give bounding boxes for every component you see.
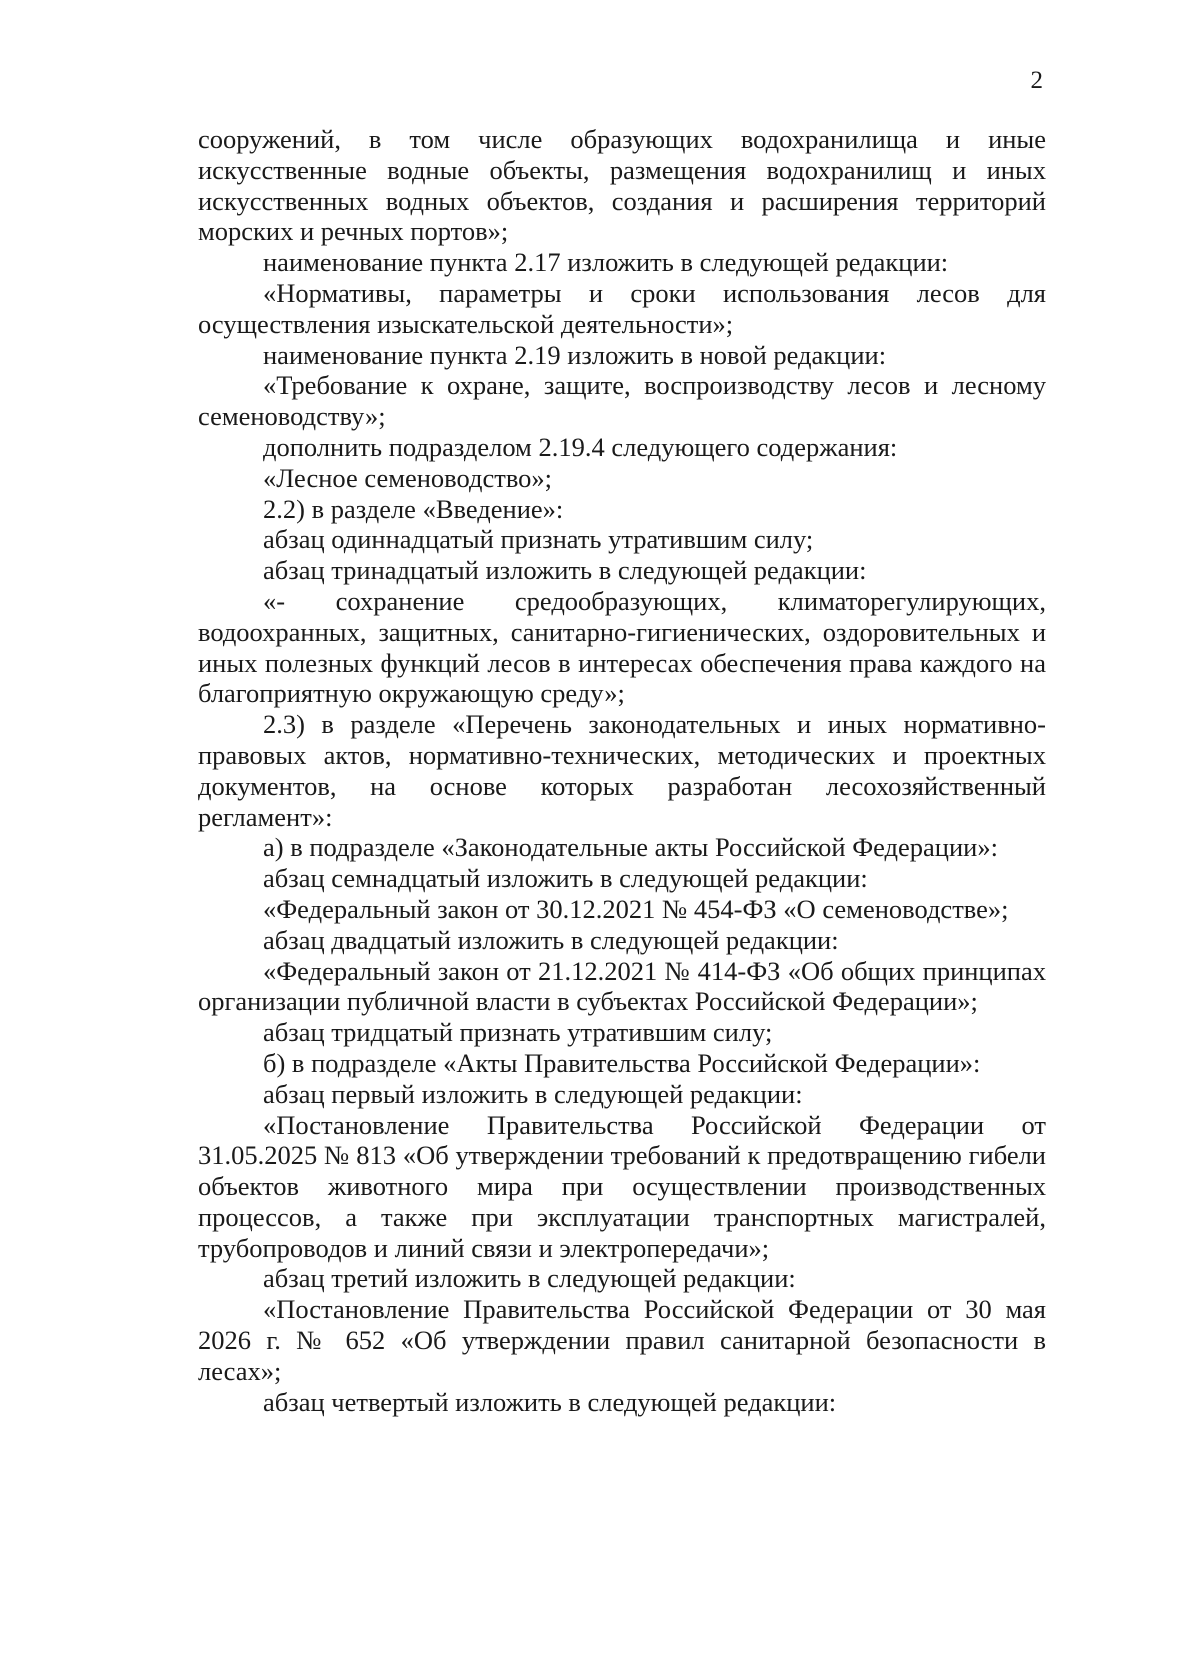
- paragraph: абзац семнадцатый изложить в следующей редакции:: [263, 863, 868, 894]
- paragraph: «Требование к охране, защите, воспроизводству лесов и лесному семеноводству»;: [198, 370, 1046, 432]
- paragraph: сооружений, в том числе образующих водохранилища и иные искусственные водные объекты, размещения водохранилищ и иных искусственных водных объектов, создания и расширения территорий морских и речных портов»;: [198, 124, 1046, 247]
- paragraph: «Лесное семеноводство»;: [263, 462, 553, 493]
- paragraph: абзац тринадцатый изложить в следующей редакции:: [263, 555, 867, 586]
- paragraph: абзац третий изложить в следующей редакции:: [263, 1263, 796, 1294]
- paragraph: абзац тридцатый признать утратившим силу;: [263, 1017, 773, 1048]
- paragraph: абзац первый изложить в следующей редакции:: [263, 1078, 803, 1109]
- paragraph: абзац двадцатый изложить в следующей редакции:: [263, 924, 839, 955]
- paragraph: «- сохранение средообразующих, климаторегулирующих, водоохранных, защитных, санитарно-гигиенических, оздоровительных и иных полезных функций лесов в интересах обеспечения права каждого на благоприятную окружающую среду»;: [198, 585, 1046, 709]
- paragraph: «Федеральный закон от 30.12.2021 № 454-ФЗ «О семеноводстве»;: [263, 893, 1009, 924]
- paragraph: «Нормативы, параметры и сроки использования лесов для осуществления изыскательской деятельности»;: [198, 277, 1046, 339]
- paragraph: 2.3) в разделе «Перечень законодательных и иных нормативно-правовых актов, нормативно-технических, методических и проектных документов, на основе которых разработан лесохозяйственный регламент»:: [198, 709, 1046, 832]
- paragraph: абзац четвертый изложить в следующей редакции:: [263, 1386, 837, 1417]
- page-number: 2: [1030, 67, 1043, 94]
- paragraph: а) в подразделе «Законодательные акты Российской Федерации»:: [263, 832, 998, 863]
- paragraph: наименование пункта 2.19 изложить в новой редакции:: [263, 339, 887, 370]
- paragraph: «Постановление Правительства Российской Федерации от 31.05.2025 № 813 «Об утверждении требований к предотвращению гибели объектов животного мира при осуществлении производственных процессов, а также при эксплуатации транспортных магистралей, трубопроводов и линий связи и электропередачи»;: [198, 1109, 1046, 1263]
- document-body: [198, 124, 1046, 1417]
- paragraph: наименование пункта 2.17 изложить в следующей редакции:: [263, 247, 949, 278]
- paragraph: дополнить подразделом 2.19.4 следующего содержания:: [263, 431, 898, 462]
- paragraph: «Постановление Правительства Российской Федерации от 30 мая 2026 г. № 652 «Об утверждении правил санитарной безопасности в лесах»;: [198, 1294, 1046, 1386]
- paragraph: абзац одиннадцатый признать утратившим силу;: [263, 524, 814, 555]
- paragraph: б) в подразделе «Акты Правительства Российской Федерации»:: [263, 1047, 981, 1078]
- paragraph: «Федеральный закон от 21.12.2021 № 414-ФЗ «Об общих принципах организации публичной власти в субъектах Российской Федерации»;: [198, 955, 1046, 1017]
- paragraph: 2.2) в разделе «Введение»:: [263, 493, 564, 524]
